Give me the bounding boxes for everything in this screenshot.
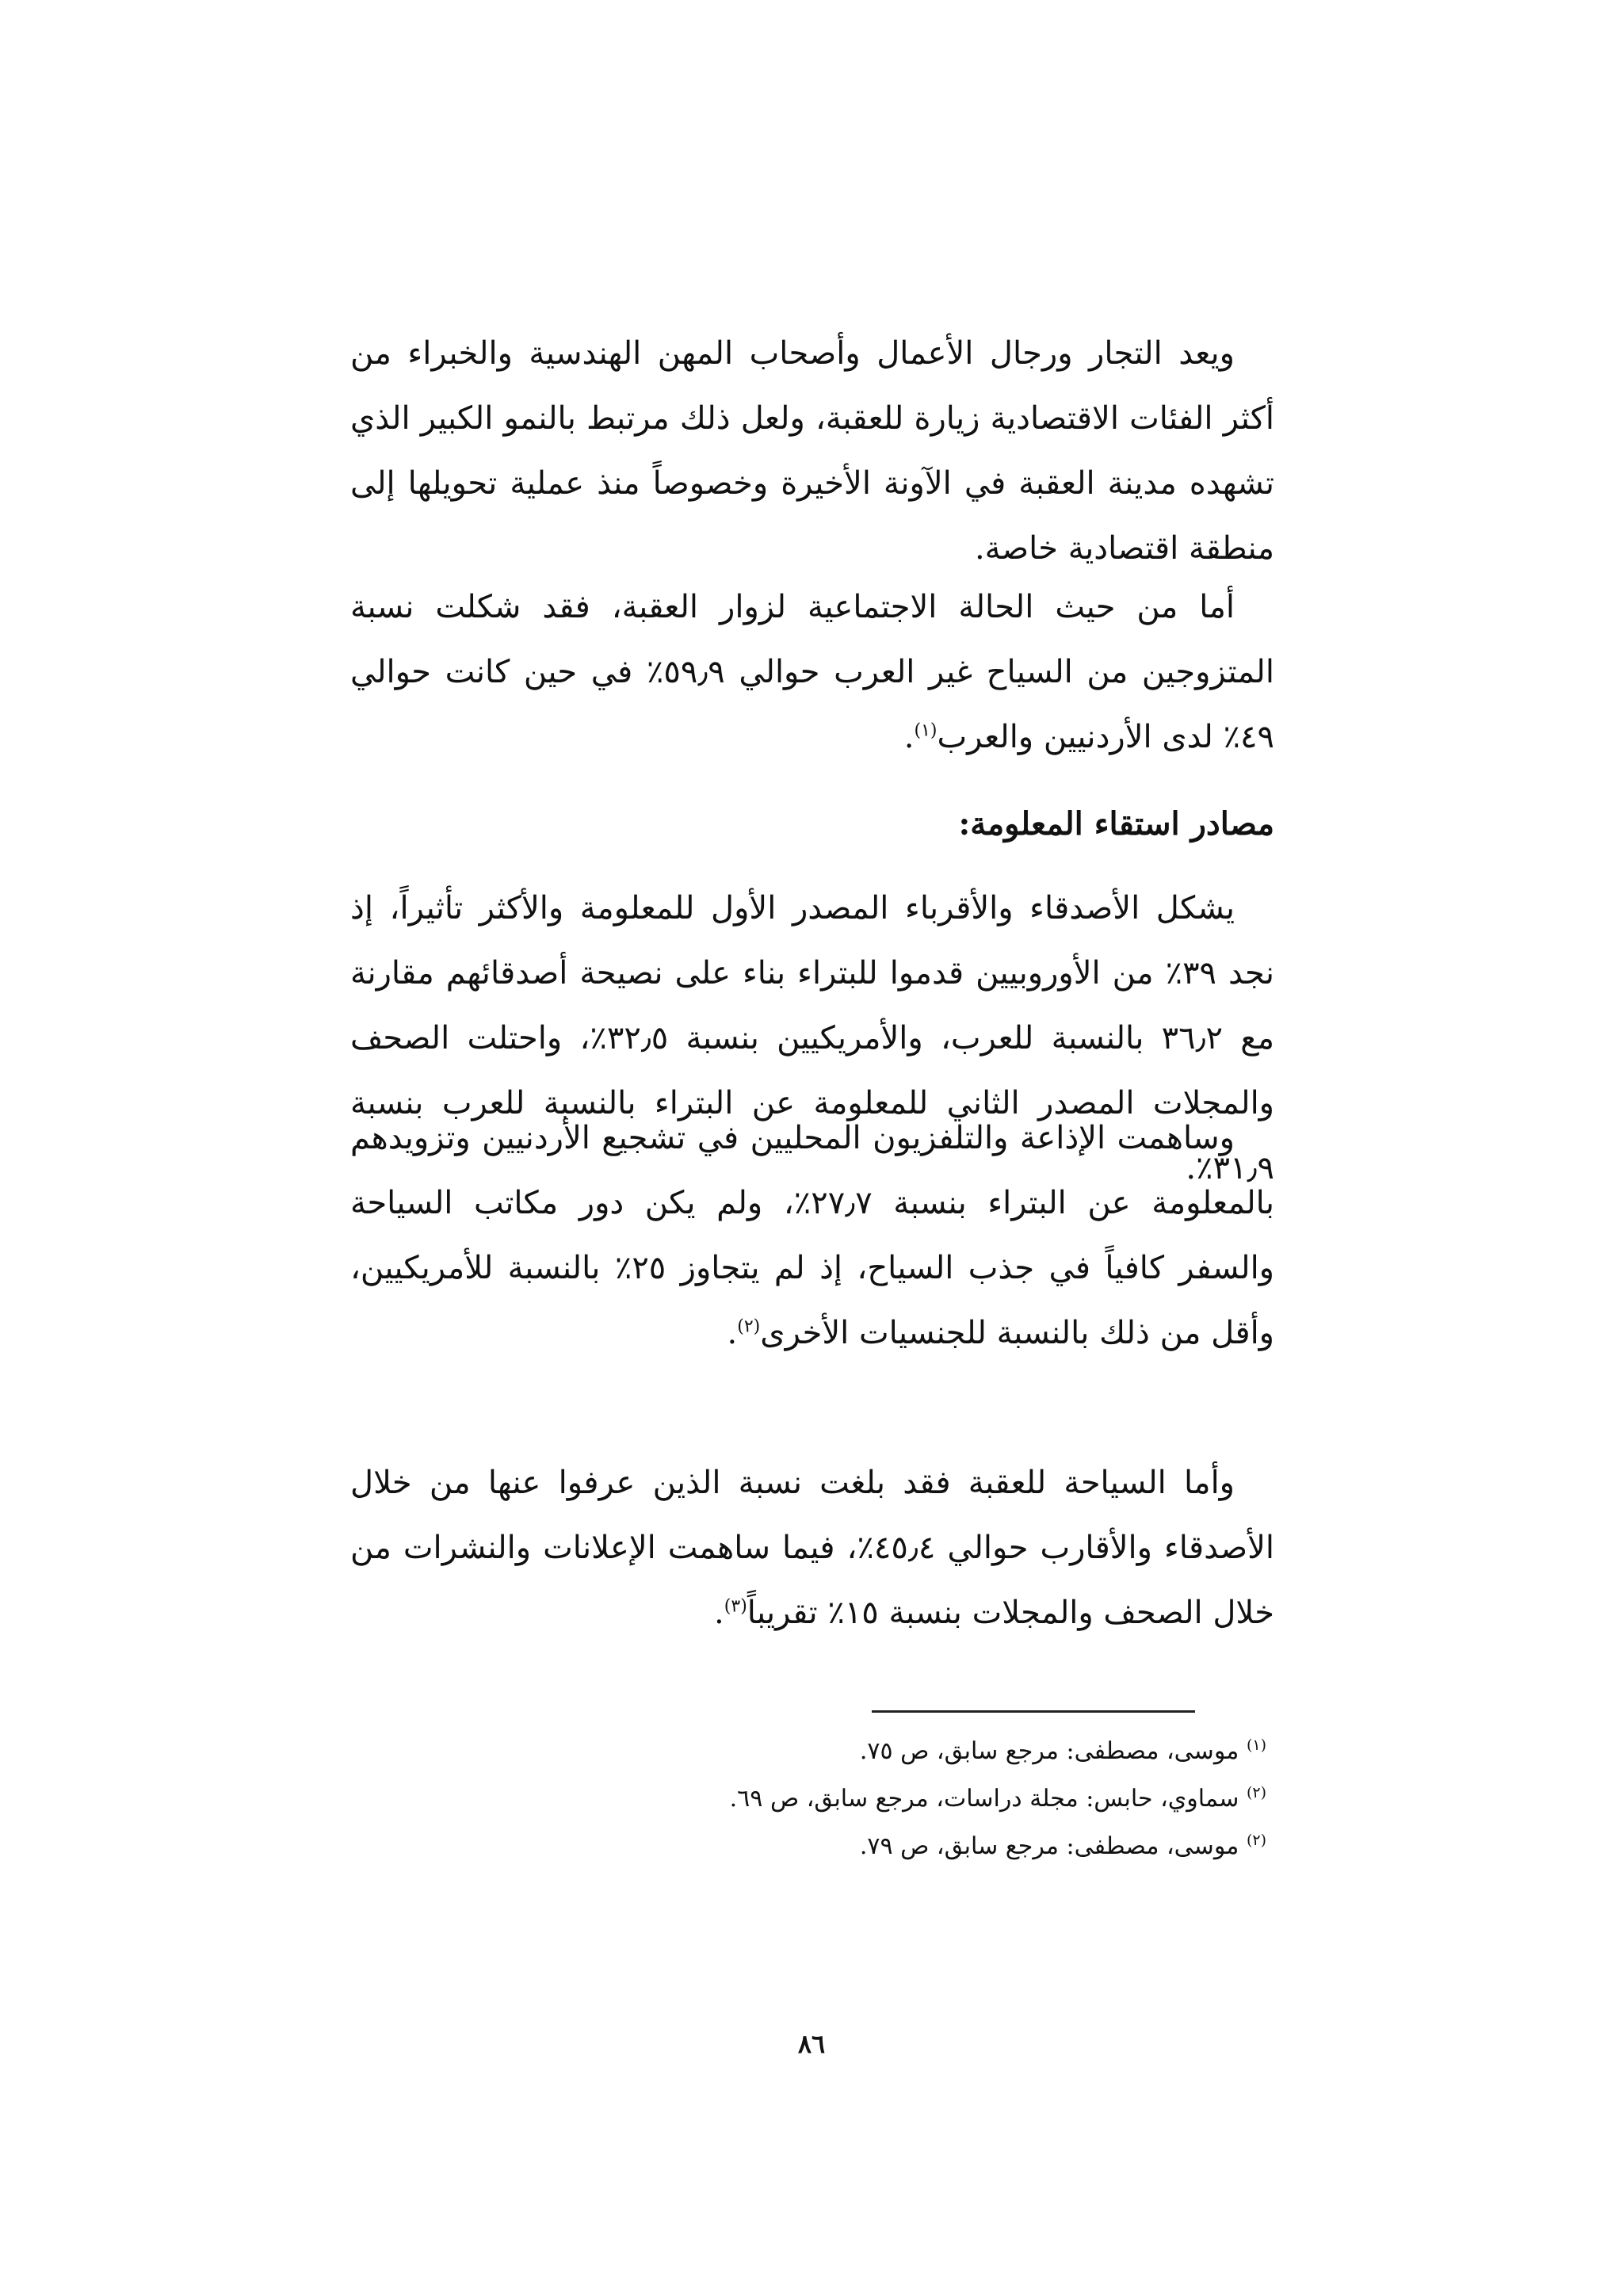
footnote-3 [350, 1823, 1274, 1870]
footnote-text: موسى، مصطفى: مرجع سابق، ص ٧٥. [859, 1737, 1239, 1765]
paragraph-1 [350, 321, 1274, 581]
paragraph-text: وساهمت الإذاعة والتلفزيون المحليين في تشجيع الأردنيين وتزويدهم بالمعلومة عن البتراء بنسبة ٢٧٫٧٪، ولم يكن دور مكاتب السياحة والسفر كافياً في جذب السياح، إذ لم يتجاوز ٢٥٪ بالنسبة للأمريكيين، وأقل من ذلك بالنسبة للجنسيات الأخرى [350, 1120, 1274, 1351]
footnote-ref-2[interactable]: (٢) [737, 1316, 761, 1337]
footnote-ref-1[interactable]: (١) [914, 720, 938, 741]
footnote-mark: (٢) [1246, 1832, 1266, 1849]
footnote-2 [350, 1775, 1274, 1823]
footnote-text: موسى، مصطفى: مرجع سابق، ص ٧٩. [859, 1832, 1239, 1860]
paragraph-2 [350, 575, 1274, 770]
section-heading: مصادر استقاء المعلومة: [958, 805, 1274, 842]
footnote-divider [872, 1710, 1195, 1713]
paragraph-text: ويعد التجار ورجال الأعمال وأصحاب المهن الهندسية والخبراء من أكثر الفئات الاقتصادية زيارة للعقبة، ولعل ذلك مرتبط بالنمو الكبير الذي تشهده مدينة العقبة في الآونة الأخيرة وخصوصاً منذ عملية تحويلها إلى منطقة اقتصادية خاصة. [350, 335, 1274, 567]
section-heading-block [350, 797, 1274, 852]
footnotes [350, 1728, 1274, 1870]
paragraph-text: يشكل الأصدقاء والأقرباء المصدر الأول للمعلومة والأكثر تأثيراً، إذ نجد ٣٩٪ من الأوروبيين قدموا للبتراء بناء على نصيحة أصدقائهم مقارنة مع ٣٦٫٢ بالنسبة للعرب، والأمريكيين بنسبة ٣٢٫٥٪، واحتلت الصحف والمجلات المصدر الثاني للمعلومة عن البتراء بالنسبة للعرب بنسبة ٣١٫٩٪. [350, 890, 1274, 1186]
paragraph-text: أما من حيث الحالة الاجتماعية لزوار العقبة، فقد شكلت نسبة المتزوجين من السياح غير العرب حوالي ٥٩٫٩٪ في حين كانت حوالي ٤٩٪ لدى الأردنيين والعرب [350, 589, 1274, 755]
paragraph-4 [350, 1106, 1274, 1366]
paragraph-end-mark: . [714, 1595, 724, 1631]
footnote-mark: (٢) [1246, 1784, 1266, 1801]
page-number: ٨٦ [797, 2029, 826, 2059]
paragraph-end-mark: . [903, 719, 915, 755]
footnote-text: سماوي، حابس: مجلة دراسات، مرجع سابق، ص ٦٩. [729, 1785, 1239, 1813]
footnote-mark: (١) [1246, 1736, 1266, 1754]
footnote-ref-3[interactable]: (٣) [724, 1596, 747, 1617]
paragraph-5 [350, 1450, 1274, 1645]
paragraph-text: وأما السياحة للعقبة فقد بلغت نسبة الذين عرفوا عنها من خلال الأصدقاء والأقارب حوالي ٤٥٫٤٪، فيما ساهمت الإعلانات والنشرات من خلال الصحف والمجلات بنسبة ١٥٪ تقريباً [350, 1465, 1274, 1631]
paragraph-end-mark: . [727, 1315, 738, 1351]
footnote-1 [350, 1728, 1274, 1775]
